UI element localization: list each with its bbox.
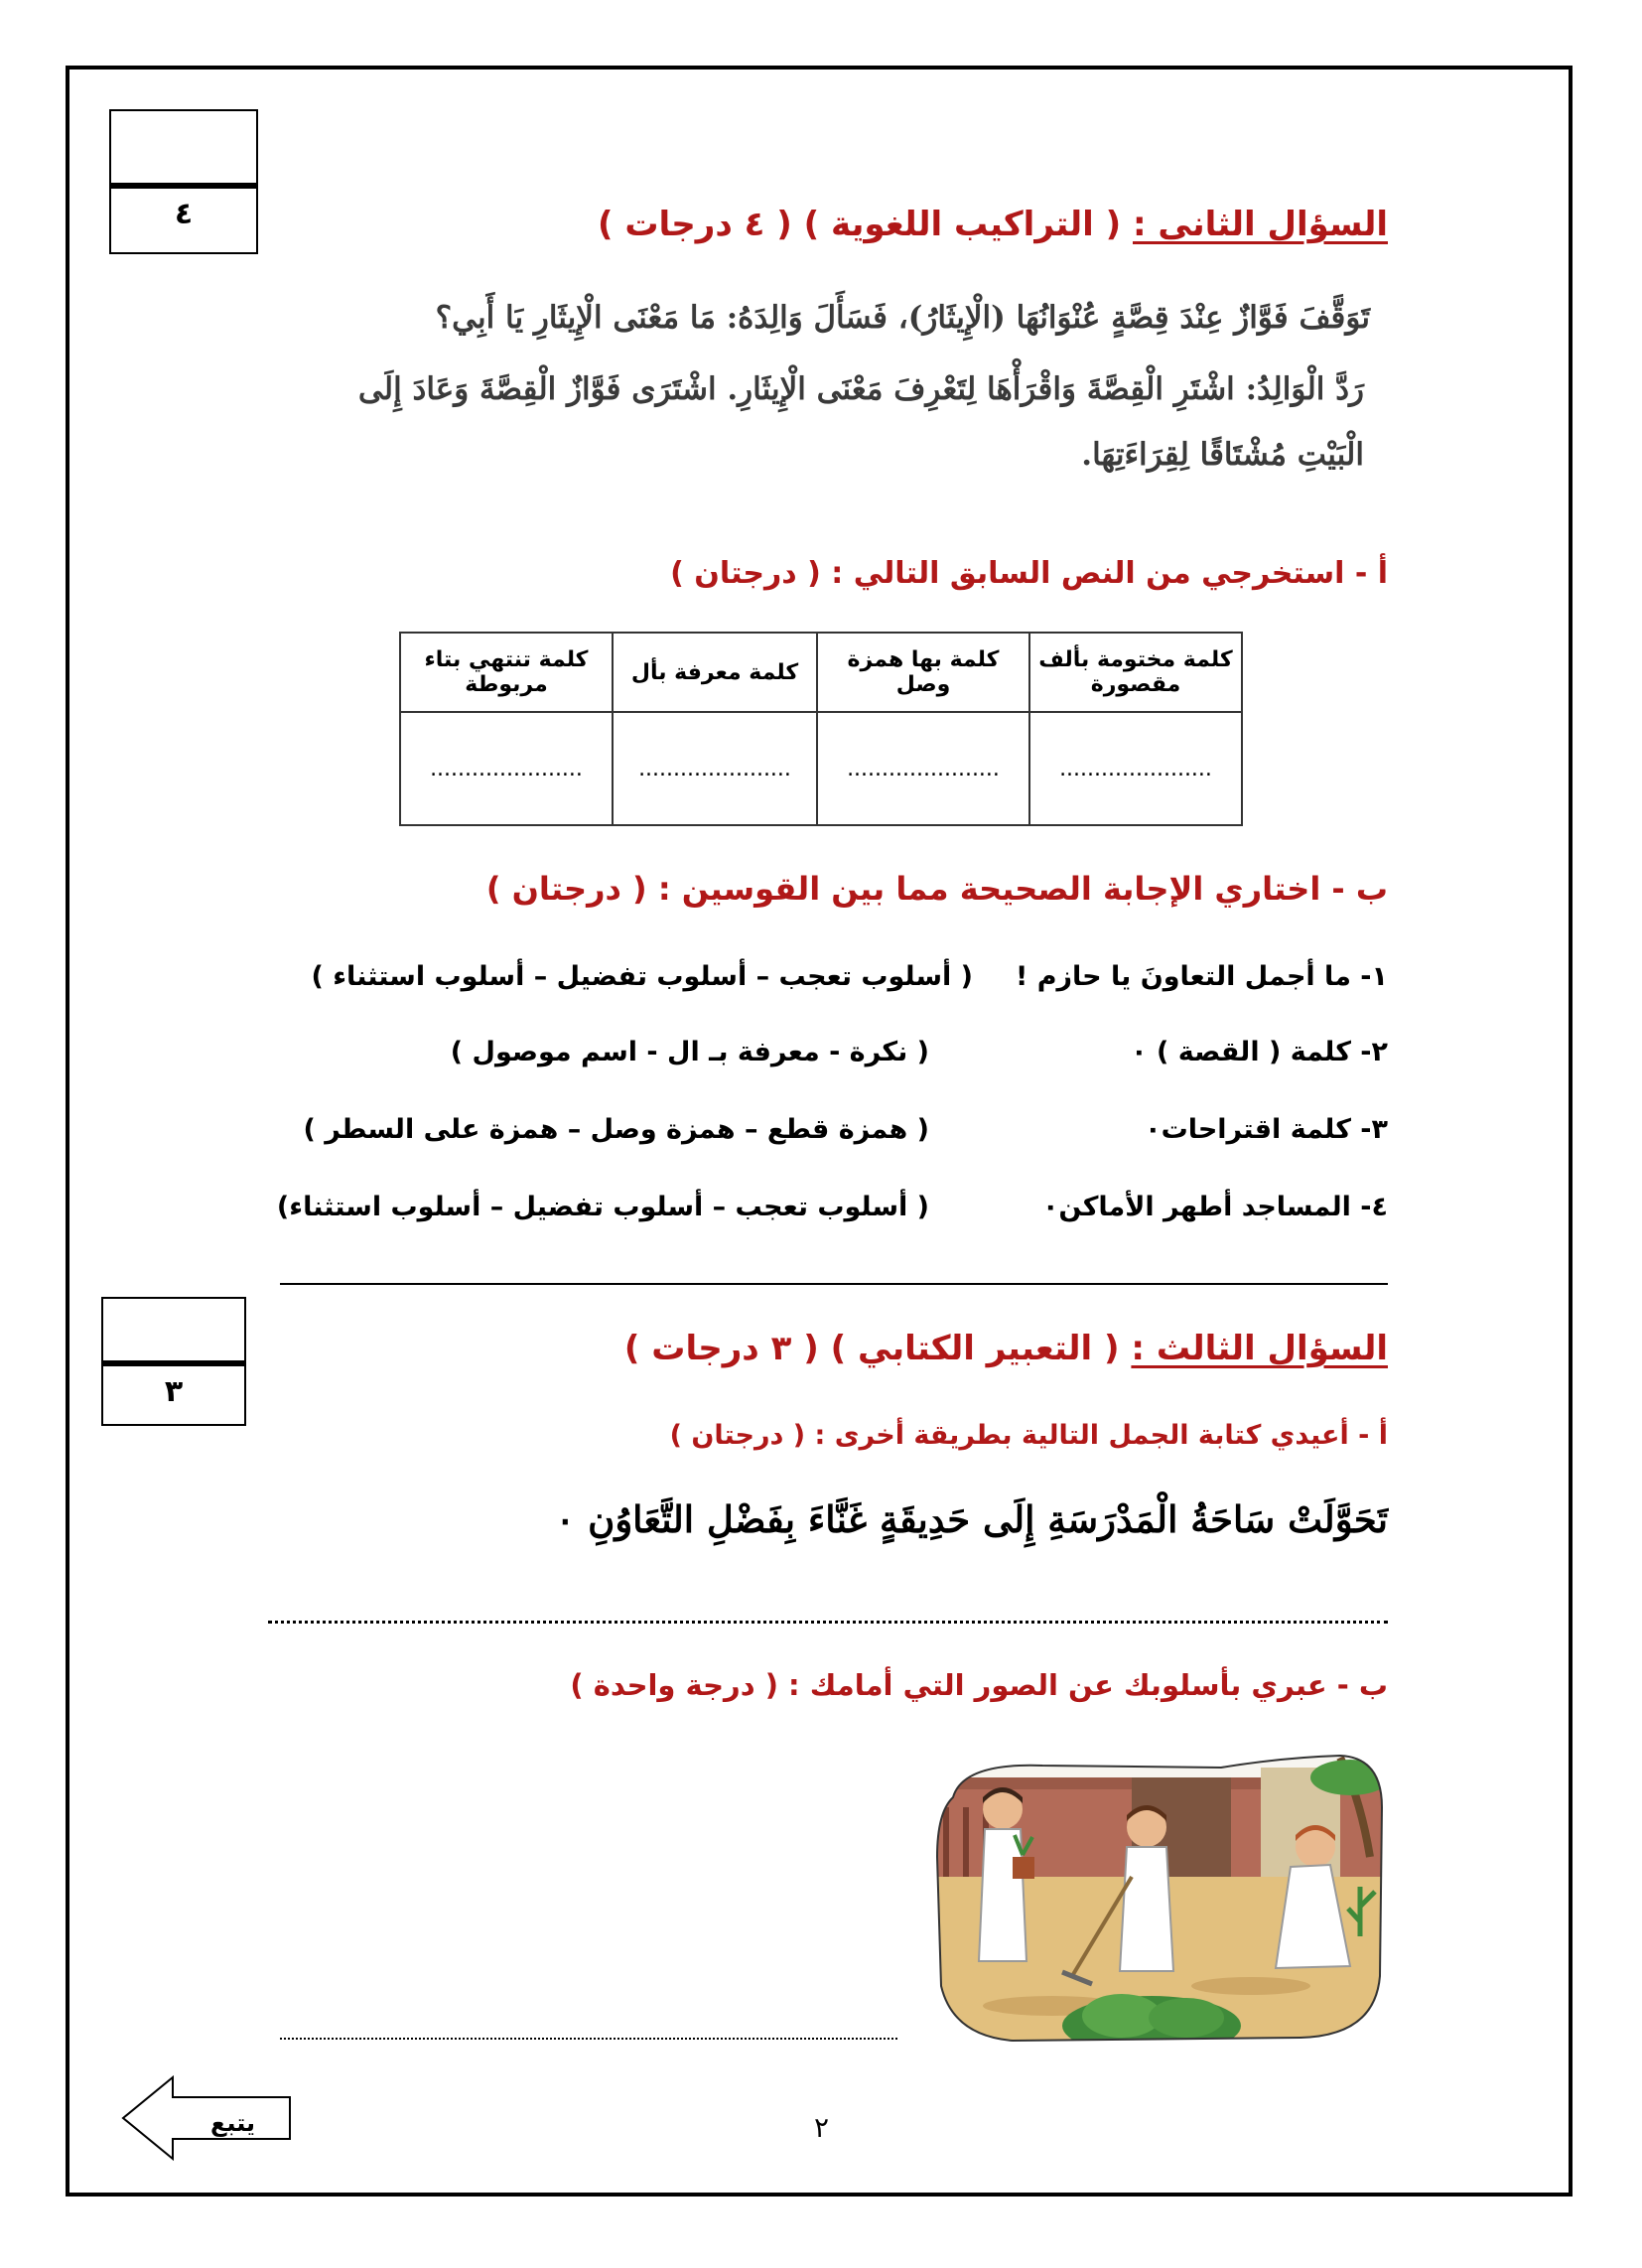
q3-score-box	[101, 1297, 246, 1426]
q2-part-a-title: أ - استخرجي من النص السابق التالي : ( درجتان )	[670, 556, 1388, 591]
rewrite-answer-line[interactable]	[268, 1621, 1388, 1624]
mcq-options-4[interactable]: ( أسلوب تعجب – أسلوب تفضيل – أسلوب استثناء)	[276, 1192, 929, 1222]
q2-score-box	[109, 109, 258, 254]
answer-blank[interactable]: ......................	[1029, 712, 1242, 825]
q2-score-mark: ٤	[174, 197, 194, 231]
answer-blank[interactable]: ......................	[613, 712, 817, 825]
garden-illustration	[923, 1738, 1390, 2046]
table-header-row	[400, 633, 1242, 712]
rewrite-sentence: تَحَوَّلَتْ سَاحَةُ الْمَدْرَسَةِ إِلَى حَدِيقَةٍ غَنَّاءَ بِفَضْلِ التَّعَاوُنِ ٠	[555, 1497, 1388, 1541]
q3-part-b-title: ب - عبري بأسلوبك عن الصور التي أمامك : ( درجة واحدة )	[570, 1668, 1388, 1702]
q2-title	[598, 205, 1388, 244]
answer-blank[interactable]: ......................	[400, 712, 613, 825]
table-header-cell: كلمة معرفة بأل	[613, 633, 817, 712]
q3-title-rest: ( التعبير الكتابي ) ( ٣ درجات )	[623, 1329, 1132, 1368]
mcq-stem-3: ٣- كلمة اقتراحات٠	[1145, 1114, 1388, 1145]
q3-part-a-title: أ - أعيدي كتابة الجمل التالية بطريقة أخرى : ( درجتان )	[669, 1420, 1388, 1451]
next-label: يتبع	[210, 2109, 255, 2137]
q2-title-prefix: السؤال الثانى :	[1133, 205, 1388, 244]
page-number: ٢	[814, 2111, 830, 2144]
mcq-options-3[interactable]: ( همزة قطع – همزة وصل – همزة على السطر )	[303, 1114, 929, 1145]
mcq-stem-2: ٢- كلمة ( القصة ) ٠	[1131, 1037, 1388, 1067]
mcq-stem-1: ١- ما أجمل التعاونَ يا حازم !	[1016, 961, 1388, 992]
passage-line-3: الْبَيْتِ مُشْتَاقًا لِقِرَاءَتِهَا.	[1081, 437, 1364, 473]
words-table	[399, 632, 1243, 826]
mcq-stem-4: ٤- المساجد أطهر الأماكن٠	[1041, 1192, 1388, 1222]
q3-title-prefix: السؤال الثالث :	[1131, 1329, 1388, 1368]
next-arrow	[119, 2073, 294, 2163]
passage-line-2: رَدَّ الْوَالِدُ: اشْتَرِ الْقِصَّةَ وَاقْرَأْهَا لِتَعْرِفَ مَعْنَى الْإِيثَارِ. اشْتَرَى فَوَّازٌ الْقِصَّةَ وَعَادَ إِلَى	[357, 371, 1364, 407]
q3-title	[624, 1329, 1388, 1368]
q2-part-b-title: ب - اختاري الإجابة الصحيحة مما بين القوسين : ( درجتان )	[485, 870, 1388, 908]
q2-title-rest: ( التراكيب اللغوية ) ( ٤ درجات )	[597, 205, 1133, 244]
table-header-cell: كلمة مختومة بألف مقصورة	[1029, 633, 1242, 712]
table-header-cell: كلمة تنتهي بتاء مربوطة	[400, 633, 613, 712]
expression-answer-line[interactable]	[280, 2038, 897, 2040]
mcq-options-1[interactable]: ( أسلوب تعجب – أسلوب تفضيل – أسلوب استثناء )	[311, 961, 973, 992]
table-header-cell: كلمة بها همزة وصل	[817, 633, 1029, 712]
table-answer-row	[400, 712, 1242, 825]
answer-blank[interactable]: ......................	[817, 712, 1029, 825]
q3-score-mark: ٣	[164, 1374, 184, 1409]
section-divider	[280, 1283, 1388, 1285]
passage-line-1: تَوَقَّفَ فَوَّازٌ عِنْدَ قِصَّةٍ عُنْوَانُهَا (الْإِيثَارُ)، فَسَأَلَ وَالِدَهُ: مَا مَعْنَى الْإِيثَارِ يَا أَبِي؟	[435, 300, 1370, 336]
mcq-options-2[interactable]: ( نكرة - معرفة بـ ال - اسم موصول )	[450, 1037, 929, 1067]
